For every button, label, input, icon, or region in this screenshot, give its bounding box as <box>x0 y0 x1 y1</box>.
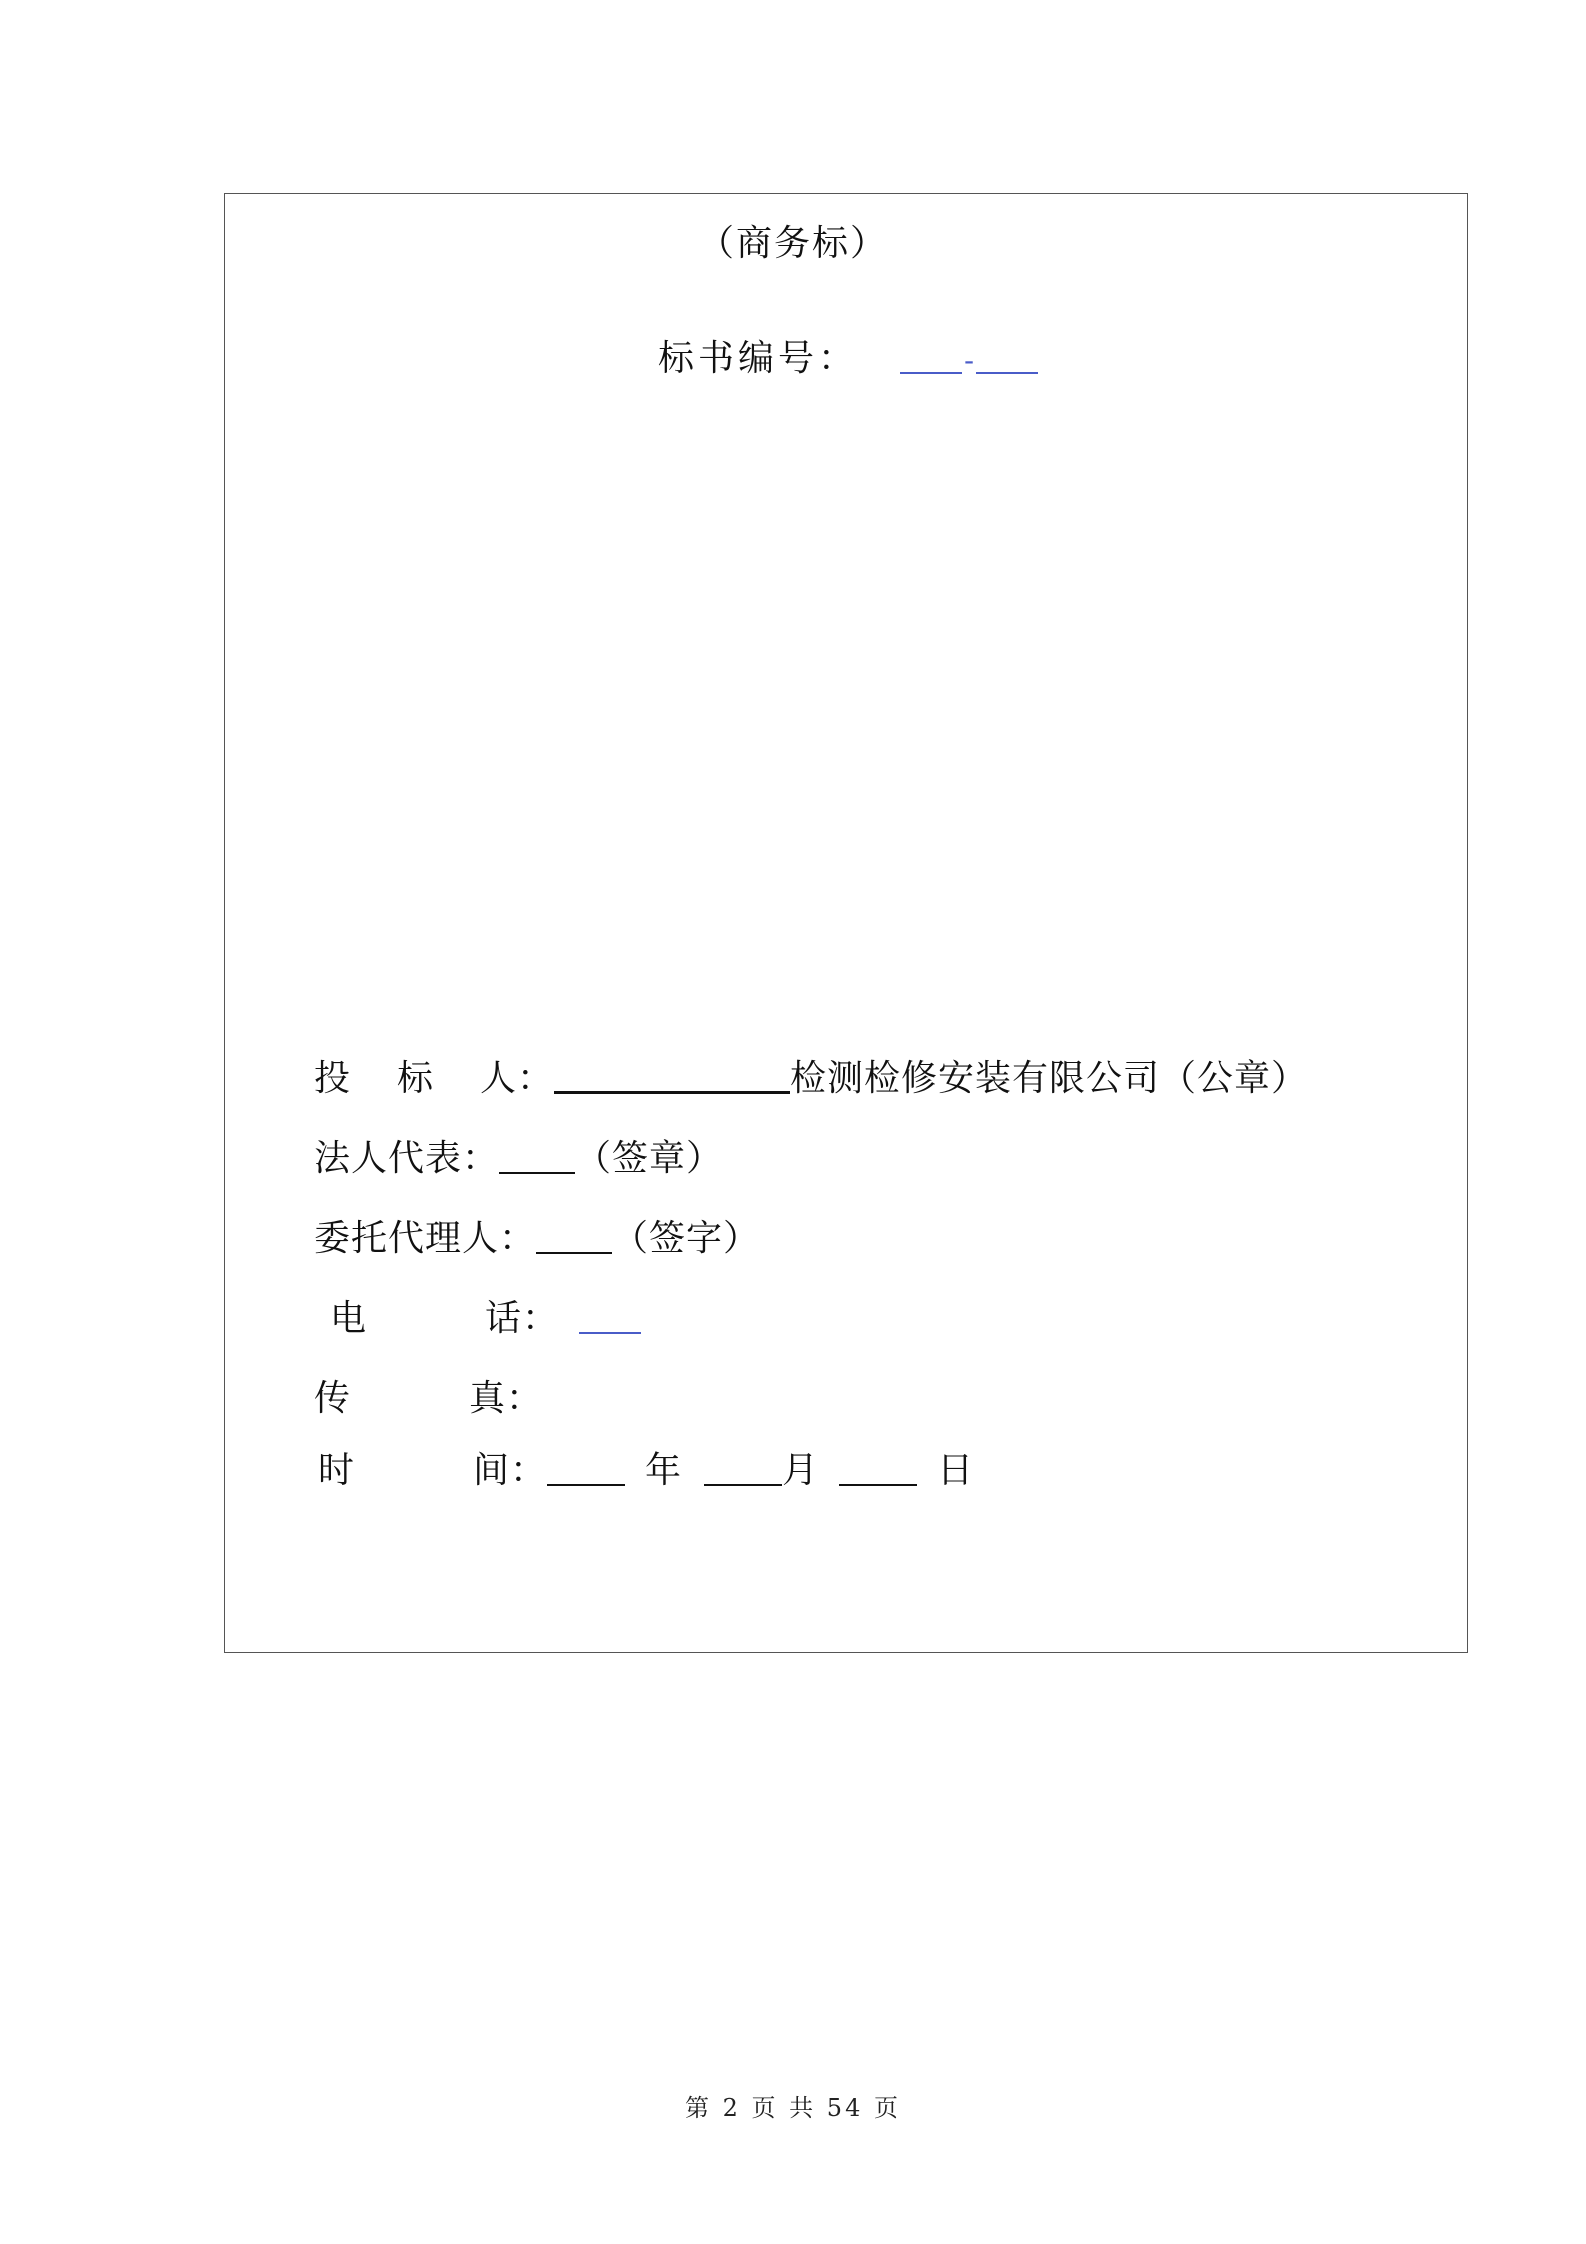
day-label: 日 <box>937 1450 975 1491</box>
legal-rep-blank[interactable] <box>499 1142 575 1174</box>
bid-number-blank-1[interactable] <box>900 342 962 374</box>
phone-label-1: 电 <box>330 1298 368 1339</box>
month-blank[interactable] <box>704 1454 782 1486</box>
legal-rep-row <box>314 1130 723 1181</box>
bid-number-separator: - <box>964 344 975 377</box>
phone-label-2: 话： <box>485 1298 560 1339</box>
bid-number-row <box>658 330 1040 381</box>
bidder-company: 检测检修安装有限公司（公章） <box>790 1058 1309 1099</box>
document-subtitle: （商务标） <box>697 223 888 264</box>
fax-label-2: 真： <box>469 1378 544 1419</box>
month-label: 月 <box>782 1450 820 1491</box>
bidder-label-3: 人： <box>480 1058 555 1099</box>
page-footer: 第 2 页 共 54 页 <box>685 2094 901 2122</box>
agent-suffix: （签字） <box>612 1218 761 1259</box>
year-blank[interactable] <box>547 1454 625 1486</box>
bidder-row <box>314 1050 1308 1101</box>
agent-blank[interactable] <box>536 1222 612 1254</box>
legal-rep-label: 法人代表： <box>314 1138 500 1179</box>
bidder-label-1: 投 <box>314 1058 352 1099</box>
date-label-1: 时 <box>318 1450 356 1491</box>
fax-label-1: 传 <box>314 1378 352 1419</box>
agent-row <box>314 1210 760 1261</box>
phone-blank[interactable] <box>579 1302 641 1334</box>
bidder-label-2: 标 <box>397 1058 435 1099</box>
bid-number-label: 标书编号： <box>658 338 859 379</box>
bidder-name-blank[interactable] <box>554 1061 790 1094</box>
legal-rep-suffix: （签章） <box>575 1138 724 1179</box>
cover-frame <box>224 193 1468 1653</box>
fax-row <box>314 1370 543 1421</box>
day-blank[interactable] <box>839 1454 917 1486</box>
year-label: 年 <box>645 1450 683 1491</box>
phone-row <box>330 1290 641 1341</box>
date-row <box>318 1442 974 1493</box>
agent-label: 委托代理人： <box>314 1218 537 1259</box>
bid-number-blank-2[interactable] <box>976 342 1038 374</box>
date-label-2: 间： <box>473 1450 548 1491</box>
